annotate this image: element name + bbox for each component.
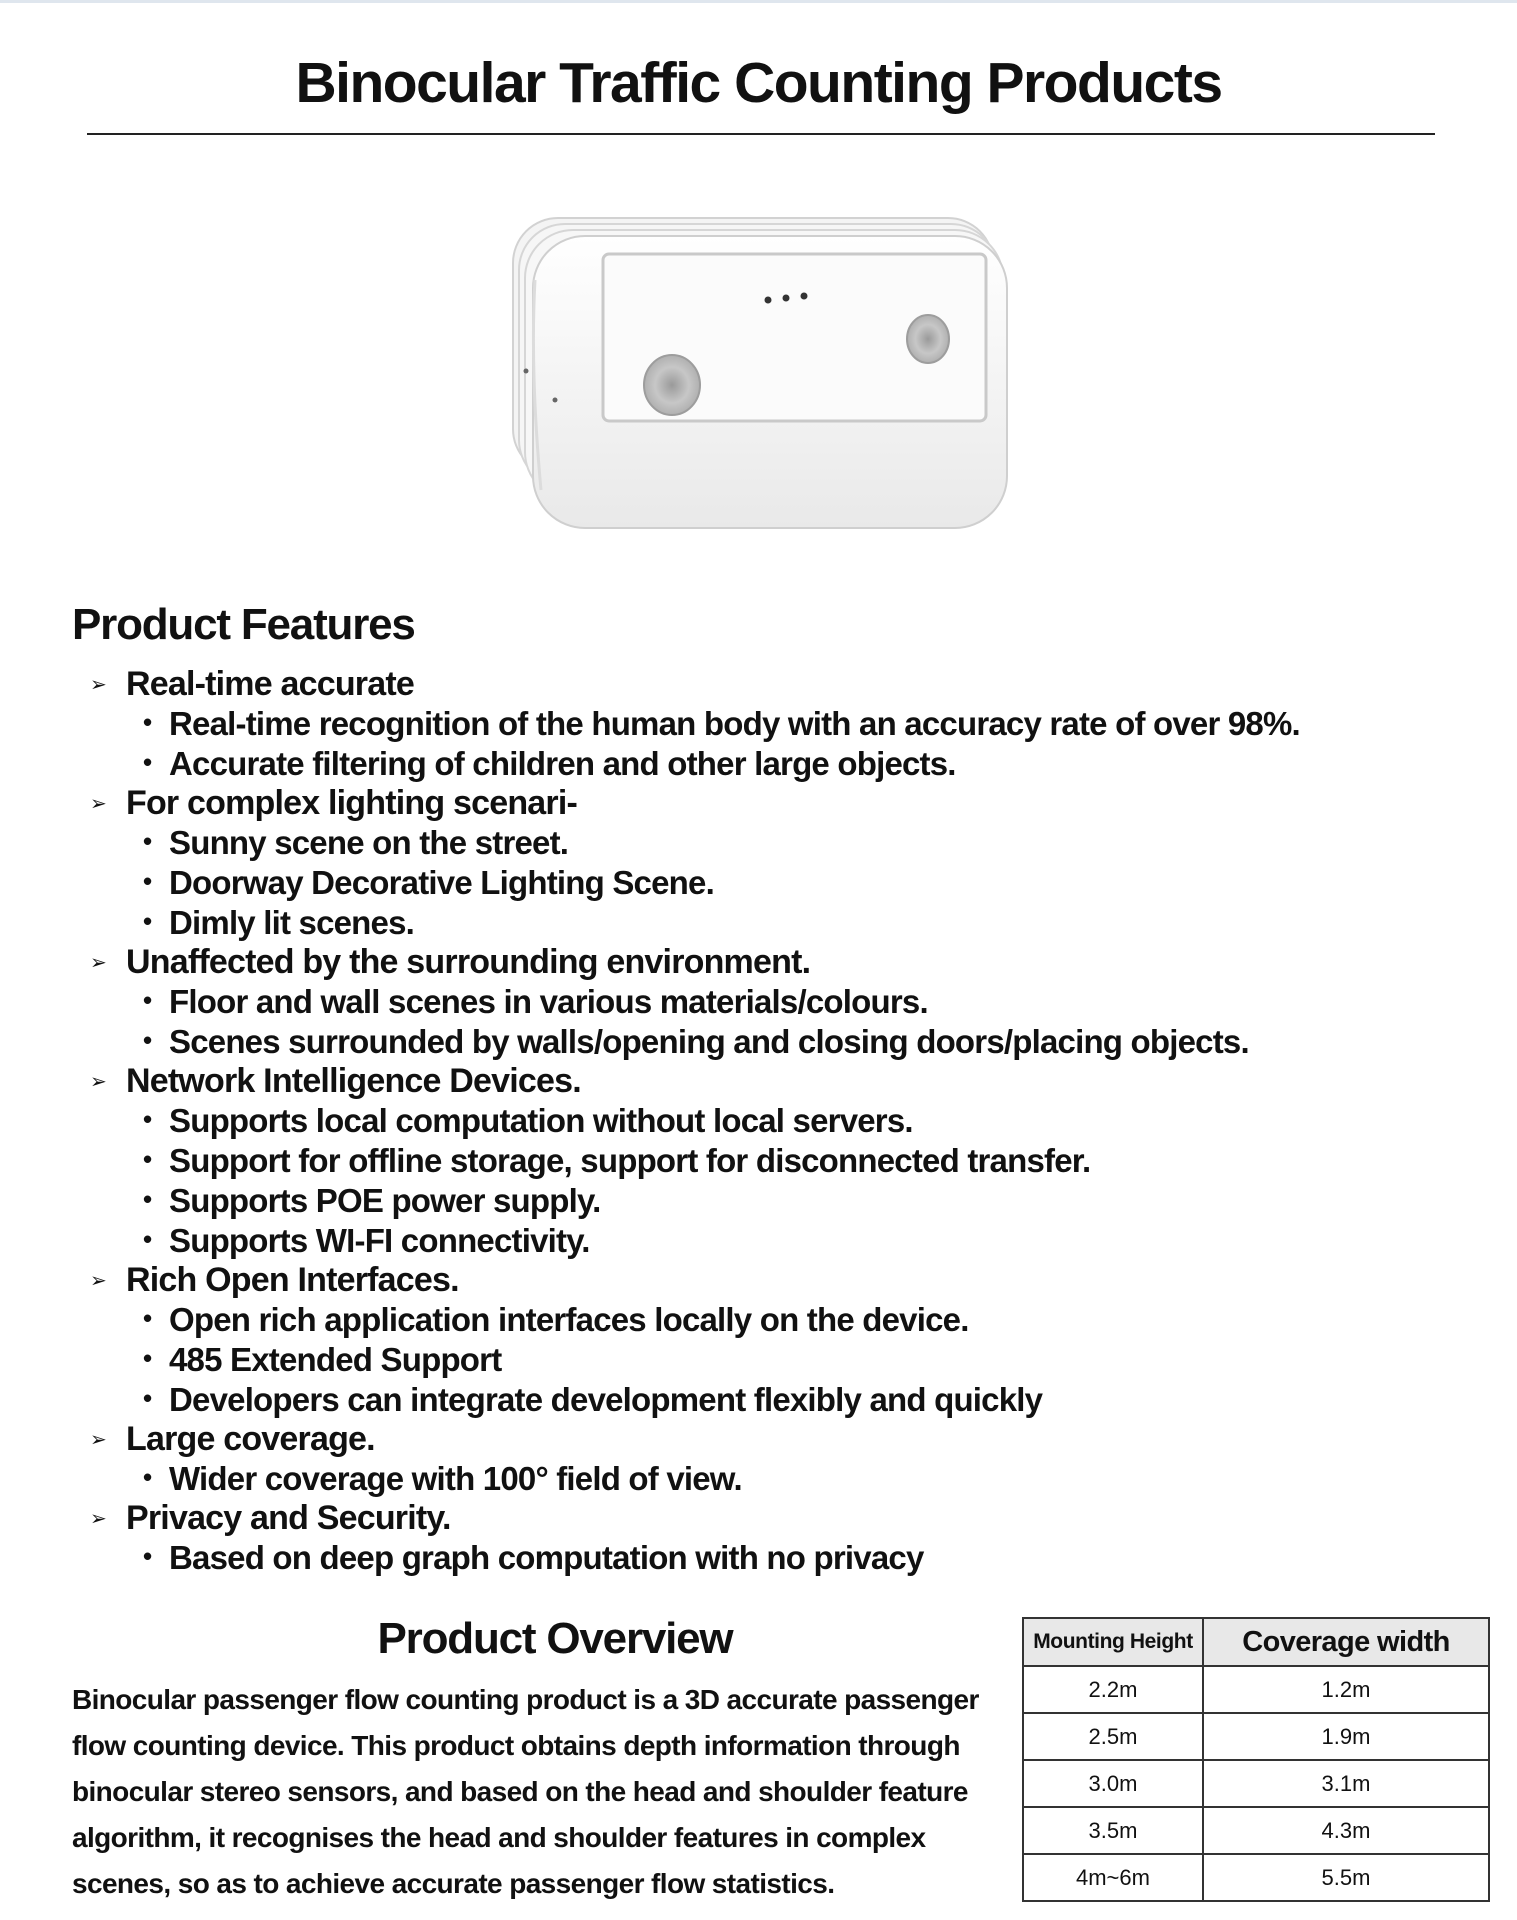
arrow-marker-icon: ➢ — [90, 793, 106, 815]
feature-title-text: Real-time accurate — [126, 665, 414, 703]
feature-bullet — [90, 1221, 1390, 1261]
feature-bullet — [90, 1459, 1390, 1499]
bullet-dot-icon: • — [143, 1144, 152, 1174]
feature-list — [90, 665, 1390, 1578]
coverage-width-cell: 5.5m — [1203, 1854, 1489, 1901]
header-mounting-height: Mounting Height — [1023, 1618, 1203, 1666]
feature-group — [90, 1499, 1390, 1578]
feature-bullet-text: Open rich application interfaces locally on the device. — [169, 1301, 969, 1338]
feature-bullet-text: Supports WI-FI connectivity. — [169, 1222, 590, 1259]
coverage-width-cell: 1.2m — [1203, 1666, 1489, 1713]
arrow-marker-icon: ➢ — [90, 1508, 106, 1530]
bullet-dot-icon: • — [143, 747, 152, 777]
feature-bullet — [90, 1300, 1390, 1340]
bullet-dot-icon: • — [143, 1104, 152, 1134]
arrow-marker-icon: ➢ — [90, 1071, 106, 1093]
bullet-dot-icon: • — [143, 707, 152, 737]
feature-bullet-text: Dimly lit scenes. — [169, 904, 415, 941]
feature-group — [90, 1420, 1390, 1499]
bullet-dot-icon: • — [143, 826, 152, 856]
product-overview-text: Binocular passenger flow counting product is a 3D accurate passenger flow counting device. This product obtains depth information through binocular stereo sensors, and based on the head and shoulder feature algorithm, it recognises the head and shoulder features in complex scenes, so as to achieve accurate passenger flow statistics. — [72, 1684, 979, 1899]
page-title: Binocular Traffic Counting Products — [295, 51, 1222, 115]
feature-bullet-text: 485 Extended Support — [169, 1341, 502, 1378]
feature-group — [90, 784, 1390, 943]
mounting-height-cell: 3.0m — [1023, 1760, 1203, 1807]
arrow-marker-icon: ➢ — [90, 952, 106, 974]
binocular-camera-image — [505, 210, 1010, 535]
feature-group — [90, 1261, 1390, 1420]
feature-title-text: Privacy and Security. — [126, 1499, 451, 1537]
feature-bullet-text: Supports POE power supply. — [169, 1182, 601, 1219]
arrow-marker-icon: ➢ — [90, 674, 106, 696]
feature-title-text: Network Intelligence Devices. — [126, 1062, 581, 1100]
feature-bullet — [90, 704, 1390, 744]
feature-bullet-text: Based on deep graph computation with no privacy — [169, 1539, 924, 1576]
feature-bullet-text: Scenes surrounded by walls/opening and closing doors/placing objects. — [169, 1023, 1249, 1060]
feature-title — [90, 1420, 1390, 1459]
table-row — [1023, 1807, 1489, 1854]
feature-bullet-text: Developers can integrate development flexibly and quickly — [169, 1381, 1043, 1418]
feature-title-text: Unaffected by the surrounding environment. — [126, 943, 811, 981]
mounting-height-cell: 4m~6m — [1023, 1854, 1203, 1901]
table-row — [1023, 1854, 1489, 1901]
table-row — [1023, 1760, 1489, 1807]
feature-bullet — [90, 1538, 1390, 1578]
product-overview-heading: Product Overview — [377, 1614, 733, 1663]
bullet-dot-icon: • — [143, 1343, 152, 1373]
feature-title — [90, 1062, 1390, 1101]
bullet-dot-icon: • — [143, 985, 152, 1015]
feature-bullet — [90, 744, 1390, 784]
feature-bullet — [90, 1022, 1390, 1062]
bullet-dot-icon: • — [143, 1541, 152, 1571]
feature-bullet-text: Wider coverage with 100° field of view. — [169, 1460, 742, 1497]
coverage-width-cell: 1.9m — [1203, 1713, 1489, 1760]
bullet-dot-icon: • — [143, 866, 152, 896]
feature-bullet-text: Real-time recognition of the human body with an accuracy rate of over 98%. — [169, 705, 1300, 742]
bullet-dot-icon: • — [143, 1184, 152, 1214]
feature-bullet — [90, 1181, 1390, 1221]
feature-group — [90, 1062, 1390, 1261]
bullet-dot-icon: • — [143, 1462, 152, 1492]
arrow-marker-icon: ➢ — [90, 1270, 106, 1292]
top-border-line — [0, 0, 1517, 3]
feature-title — [90, 784, 1390, 823]
feature-bullet-text: Accurate filtering of children and other large objects. — [169, 745, 956, 782]
table-header-row — [1023, 1618, 1489, 1666]
feature-title — [90, 943, 1390, 982]
feature-title — [90, 1499, 1390, 1538]
coverage-width-cell: 4.3m — [1203, 1807, 1489, 1854]
feature-bullet-text: Supports local computation without local servers. — [169, 1102, 913, 1139]
bullet-dot-icon: • — [143, 1025, 152, 1055]
feature-group — [90, 665, 1390, 784]
feature-title-text: Large coverage. — [126, 1420, 375, 1458]
arrow-marker-icon: ➢ — [90, 1429, 106, 1451]
title-divider — [87, 133, 1435, 135]
feature-bullet — [90, 903, 1390, 943]
feature-bullet-text: Floor and wall scenes in various materials/colours. — [169, 983, 928, 1020]
feature-title-text: For complex lighting scenari- — [126, 784, 577, 822]
header-coverage-width: Coverage width — [1203, 1618, 1489, 1666]
mounting-height-cell: 3.5m — [1023, 1807, 1203, 1854]
feature-bullet — [90, 1101, 1390, 1141]
feature-bullet — [90, 1141, 1390, 1181]
feature-title — [90, 665, 1390, 704]
table-row — [1023, 1666, 1489, 1713]
mounting-height-cell: 2.2m — [1023, 1666, 1203, 1713]
feature-title — [90, 1261, 1390, 1300]
bullet-dot-icon: • — [143, 906, 152, 936]
bullet-dot-icon: • — [143, 1303, 152, 1333]
mounting-height-cell: 2.5m — [1023, 1713, 1203, 1760]
feature-bullet — [90, 1380, 1390, 1420]
bullet-dot-icon: • — [143, 1383, 152, 1413]
feature-bullet-text: Sunny scene on the street. — [169, 824, 569, 861]
feature-bullet — [90, 863, 1390, 903]
feature-group — [90, 943, 1390, 1062]
feature-bullet-text: Doorway Decorative Lighting Scene. — [169, 864, 714, 901]
bullet-dot-icon: • — [143, 1224, 152, 1254]
feature-bullet — [90, 1340, 1390, 1380]
feature-bullet — [90, 823, 1390, 863]
coverage-spec-table — [1022, 1617, 1490, 1902]
product-features-heading: Product Features — [72, 600, 415, 649]
feature-bullet — [90, 982, 1390, 1022]
coverage-width-cell: 3.1m — [1203, 1760, 1489, 1807]
table-row — [1023, 1713, 1489, 1760]
feature-title-text: Rich Open Interfaces. — [126, 1261, 459, 1299]
feature-bullet-text: Support for offline storage, support for disconnected transfer. — [169, 1142, 1091, 1179]
